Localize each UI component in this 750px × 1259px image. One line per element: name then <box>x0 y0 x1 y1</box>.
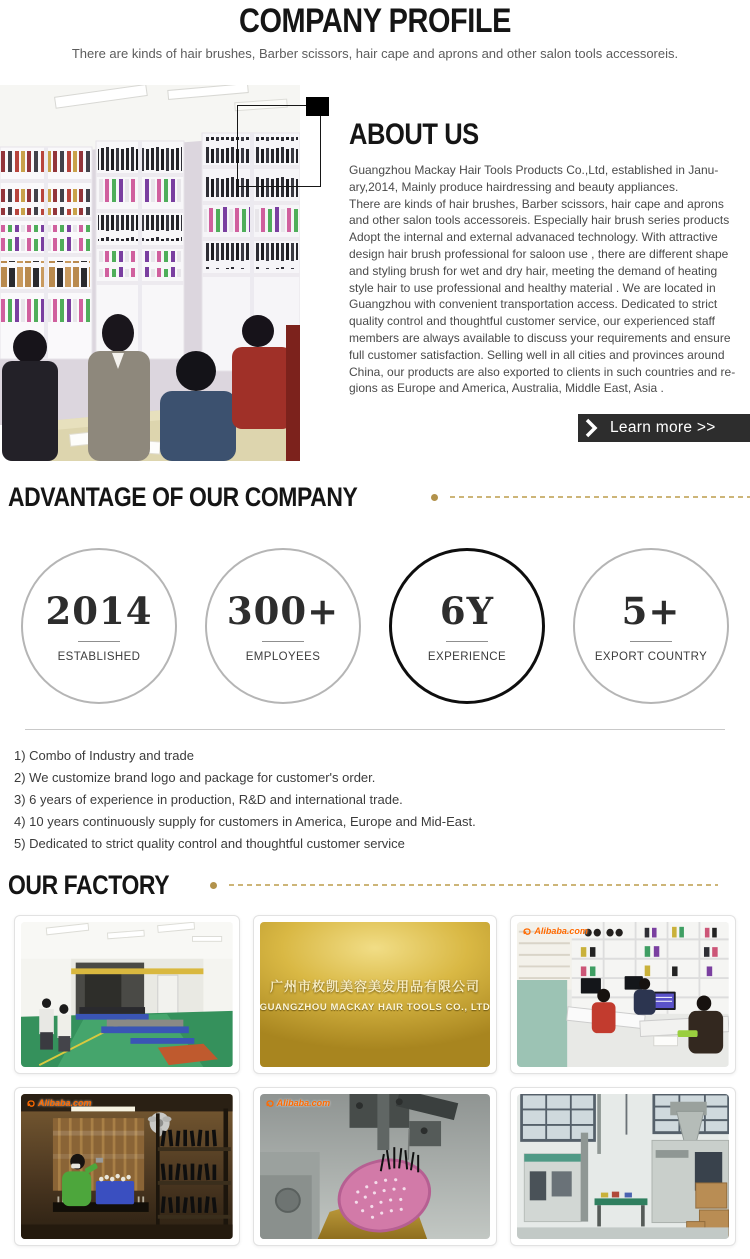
stat-label: ESTABLISHED <box>57 651 141 663</box>
stat-label: EXPORT COUNTRY <box>594 651 708 663</box>
stat-value: 6Y <box>439 589 495 633</box>
stat-divider <box>446 641 488 642</box>
alibaba-logo-icon <box>522 927 532 936</box>
stat-divider <box>262 641 304 642</box>
stat-divider <box>630 641 672 642</box>
advantage-points-list: 1) Combo of Industry and trade 2) We customize brand logo and package for customer's order. 3) 6 years of experience in production, R&D and international trade. 4) 10 years continuously supply for customers in America, Europe and Mid-East. 5) Dedicated to strict quality control and thoughtful customer service <box>14 748 476 851</box>
factory-heading: OUR FACTORY <box>8 870 170 900</box>
about-heading: ABOUT US <box>349 118 479 151</box>
gold-dot-icon <box>210 882 217 889</box>
stat-value: 2014 <box>45 589 153 633</box>
molding-workshop-photo <box>517 1094 729 1239</box>
spray-room-photo <box>21 1094 233 1239</box>
tufting-machine-graphic <box>260 1094 491 1239</box>
learn-more-label: Learn more >> <box>610 419 716 436</box>
factory-photo-grid <box>14 915 736 1246</box>
about-paragraph: Guangzhou Mackay Hair Tools Products Co.,Ltd, established in Janu- ary,2014, Mainly produce hairdressing and beauty appliances. There are kinds of hair brushes, Barber scissors, hair cape and aprons and other salon tools accessoreis. Especially hair brush series products Adopt the internal and external advanaced technology. With attractive design hair brush professional for saloon use , there are different shape and styling brush for wet and dry hair, meeting the demand of heating style hair to use professional and healthy material . We are located in Guangzhou with convenient transportation access. Dedicated to strict quality control and thoughtful customer service, our experienced staff members are always available to discuss your requirements and ensure full customer satisfaction. Selling well in all cities and provinces around China, our products are also exported to clients in such countries and re- gions as Europe and America, Australia, Middle East, Asia . <box>349 163 736 396</box>
alibaba-watermark: Alibaba.com <box>265 1098 331 1108</box>
stat-established <box>21 548 177 704</box>
stat-employees <box>205 548 361 704</box>
about-section <box>0 85 750 461</box>
page-header <box>0 2 750 40</box>
stat-value: 5+ <box>621 589 681 633</box>
learn-more-button[interactable] <box>578 414 750 442</box>
workshop-floor-graphic <box>21 922 233 1067</box>
stat-divider <box>78 641 120 642</box>
page-title: COMPANY PROFILE <box>239 2 511 40</box>
factory-photo-card <box>253 1087 498 1246</box>
factory-photo-card <box>14 915 240 1074</box>
alibaba-logo-icon <box>26 1099 36 1108</box>
gold-sign-wall <box>260 922 491 1067</box>
stat-label: EMPLOYEES <box>245 651 321 663</box>
company-name-chinese: 广州市枚凯美容美发用品有限公司 <box>269 979 480 994</box>
company-name-english: GUANGZHOU MACKAY HAIR TOOLS CO., LTD <box>259 1002 491 1013</box>
spray-room-graphic <box>21 1094 233 1239</box>
gold-dot-icon <box>431 494 438 501</box>
workshop-floor-photo <box>21 922 233 1067</box>
advantage-heading: ADVANTAGE OF OUR COMPANY <box>8 482 358 512</box>
stat-label: EXPERIENCE <box>427 651 507 663</box>
gold-dashed-line <box>450 496 750 498</box>
office-photo <box>517 922 729 1067</box>
stat-experience <box>389 548 545 704</box>
stat-export-country <box>573 548 729 704</box>
factory-photo-card <box>510 1087 736 1246</box>
gold-sign-photo <box>260 922 491 1067</box>
factory-heading-row <box>0 869 750 901</box>
stats-row <box>0 548 750 704</box>
alibaba-watermark: Alibaba.com <box>26 1098 92 1108</box>
factory-photo-card <box>510 915 736 1074</box>
gold-dashed-line <box>229 884 718 886</box>
about-text-block <box>349 119 746 397</box>
alibaba-logo-icon <box>265 1099 275 1108</box>
alibaba-watermark: Alibaba.com <box>522 926 588 936</box>
chevron-right-icon <box>584 418 598 438</box>
decor-black-square <box>306 97 329 116</box>
section-divider-line <box>25 729 725 730</box>
page-subtitle: There are kinds of hair brushes, Barber scissors, hair cape and aprons and other salon tools accessoreis. <box>71 46 679 61</box>
molding-workshop-graphic <box>517 1094 729 1239</box>
factory-photo-card <box>14 1087 240 1246</box>
advantage-heading-row <box>0 481 750 513</box>
office-graphic <box>517 922 729 1067</box>
stat-value: 300+ <box>226 589 340 633</box>
tufting-machine-photo <box>260 1094 491 1239</box>
decor-outline-rect <box>237 105 321 187</box>
factory-photo-card <box>253 915 498 1074</box>
